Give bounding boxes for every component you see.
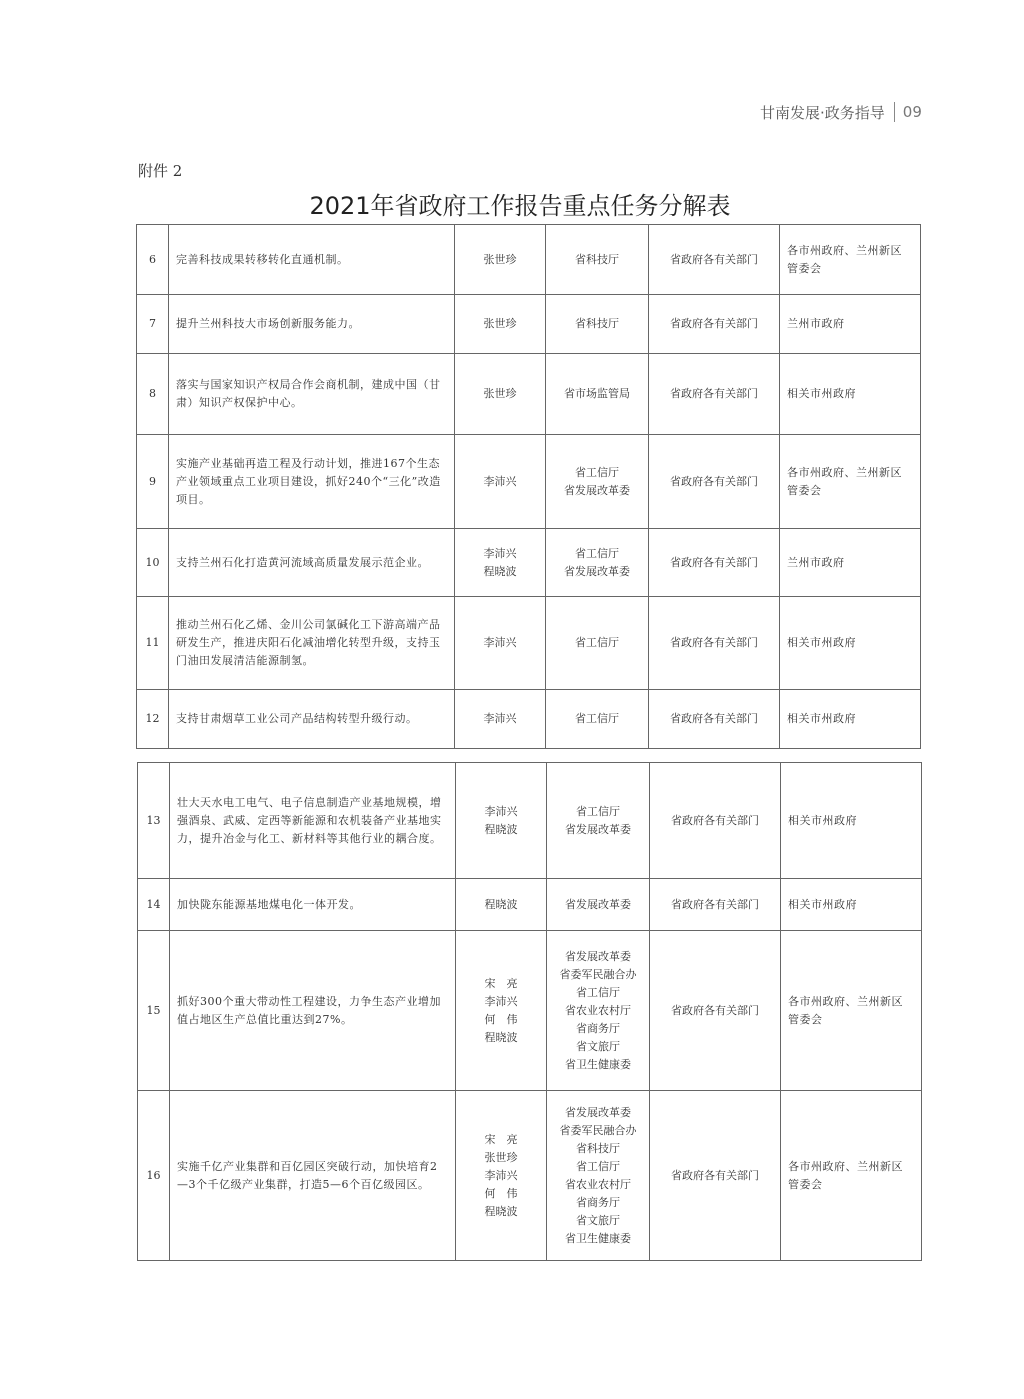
local-responsible-cell: 各市州政府、兰州新区管委会: [781, 931, 922, 1091]
responsible-leader-cell: 张世珍: [455, 354, 546, 435]
task-description-cell: 实施千亿产业集群和百亿园区突破行动，加快培育2—3个千亿级产业集群，打造5—6个百亿级园区。: [170, 1091, 456, 1261]
row-number-cell: 16: [138, 1091, 170, 1261]
lead-unit-cell: 省科技厅: [546, 295, 649, 354]
responsible-leader-cell: 李沛兴: [455, 435, 546, 529]
responsible-leader-cell: 李沛兴: [455, 597, 546, 690]
task-description-cell: 支持甘肃烟草工业公司产品结构转型升级行动。: [169, 690, 455, 749]
task-description-cell: 实施产业基础再造工程及行动计划，推进167个生态产业领域重点工业项目建设，抓好240个“三化”改造项目。: [169, 435, 455, 529]
participating-units-cell: 省政府各有关部门: [649, 354, 780, 435]
row-number-cell: 9: [137, 435, 169, 529]
table-row: [138, 931, 922, 1091]
row-number-cell: 12: [137, 690, 169, 749]
lead-unit-cell: 省科技厅: [546, 225, 649, 295]
table-row: [137, 690, 921, 749]
table-row: [137, 295, 921, 354]
lead-unit-cell: 省工信厅: [546, 690, 649, 749]
running-header: [760, 100, 960, 124]
row-number-cell: 8: [137, 354, 169, 435]
participating-units-cell: 省政府各有关部门: [649, 435, 780, 529]
table-row: [137, 529, 921, 597]
table-row: [138, 1091, 922, 1261]
responsible-leader-cell: 宋 亮 李沛兴 何 伟 程晓波: [456, 931, 547, 1091]
lead-unit-cell: 省发展改革委: [547, 879, 650, 931]
document-title: 2021年省政府工作报告重点任务分解表: [309, 192, 731, 220]
local-responsible-cell: 相关市州政府: [780, 597, 921, 690]
row-number-cell: 10: [137, 529, 169, 597]
row-number-cell: 11: [137, 597, 169, 690]
lead-unit-cell: 省发展改革委 省委军民融合办 省工信厅 省农业农村厅 省商务厅 省文旅厅 省卫生健康委: [547, 931, 650, 1091]
lead-unit-cell: 省工信厅: [546, 597, 649, 690]
responsible-leader-cell: 张世珍: [455, 225, 546, 295]
local-responsible-cell: 相关市州政府: [781, 763, 922, 879]
responsible-leader-cell: 程晓波: [456, 879, 547, 931]
lead-unit-cell: 省工信厅 省发展改革委: [547, 763, 650, 879]
page-number: 09: [902, 103, 922, 121]
table-row: [138, 763, 922, 879]
row-number-cell: 15: [138, 931, 170, 1091]
participating-units-cell: 省政府各有关部门: [649, 597, 780, 690]
responsible-leader-cell: 李沛兴 程晓波: [456, 763, 547, 879]
participating-units-cell: 省政府各有关部门: [650, 1091, 781, 1261]
participating-units-cell: 省政府各有关部门: [650, 763, 781, 879]
lead-unit-cell: 省工信厅 省发展改革委: [546, 435, 649, 529]
local-responsible-cell: 相关市州政府: [781, 879, 922, 931]
task-table-part-1: [136, 224, 921, 749]
table-row: [137, 354, 921, 435]
task-description-cell: 完善科技成果转移转化直通机制。: [169, 225, 455, 295]
task-description-cell: 提升兰州科技大市场创新服务能力。: [169, 295, 455, 354]
attachment-label: 附件 2: [138, 162, 183, 180]
lead-unit-cell: 省发展改革委 省委军民融合办 省科技厅 省工信厅 省农业农村厅 省商务厅 省文旅厅 省卫生健康委: [547, 1091, 650, 1261]
task-description-cell: 抓好300个重大带动性工程建设，力争生态产业增加值占地区生产总值比重达到27%。: [170, 931, 456, 1091]
table-row: [138, 879, 922, 931]
task-description-cell: 加快陇东能源基地煤电化一体开发。: [170, 879, 456, 931]
lead-unit-cell: 省市场监管局: [546, 354, 649, 435]
local-responsible-cell: 各市州政府、兰州新区管委会: [780, 225, 921, 295]
local-responsible-cell: 相关市州政府: [780, 690, 921, 749]
participating-units-cell: 省政府各有关部门: [649, 529, 780, 597]
participating-units-cell: 省政府各有关部门: [649, 690, 780, 749]
participating-units-cell: 省政府各有关部门: [649, 225, 780, 295]
responsible-leader-cell: 李沛兴 程晓波: [455, 529, 546, 597]
participating-units-cell: 省政府各有关部门: [650, 879, 781, 931]
row-number-cell: 6: [137, 225, 169, 295]
responsible-leader-cell: 李沛兴: [455, 690, 546, 749]
table-row: [137, 597, 921, 690]
row-number-cell: 13: [138, 763, 170, 879]
participating-units-cell: 省政府各有关部门: [650, 931, 781, 1091]
lead-unit-cell: 省工信厅 省发展改革委: [546, 529, 649, 597]
task-description-cell: 推动兰州石化乙烯、金川公司氯碱化工下游高端产品研发生产，推进庆阳石化减油增化转型升级，支持玉门油田发展清洁能源制氢。: [169, 597, 455, 690]
local-responsible-cell: 兰州市政府: [780, 295, 921, 354]
task-description-cell: 壮大天水电工电气、电子信息制造产业基地规模，增强酒泉、武威、定西等新能源和农机装备产业基地实力，提升冶金与化工、新材料等其他行业的耦合度。: [170, 763, 456, 879]
row-number-cell: 14: [138, 879, 170, 931]
responsible-leader-cell: 宋 亮 张世珍 李沛兴 何 伟 程晓波: [456, 1091, 547, 1261]
local-responsible-cell: 相关市州政府: [780, 354, 921, 435]
table-row: [137, 225, 921, 295]
table-row: [137, 435, 921, 529]
task-description-cell: 支持兰州石化打造黄河流域高质量发展示范企业。: [169, 529, 455, 597]
local-responsible-cell: 各市州政府、兰州新区管委会: [781, 1091, 922, 1261]
responsible-leader-cell: 张世珍: [455, 295, 546, 354]
header-divider: [894, 102, 895, 122]
task-table-part-2: [137, 762, 922, 1261]
task-description-cell: 落实与国家知识产权局合作会商机制，建成中国（甘肃）知识产权保护中心。: [169, 354, 455, 435]
publication-name: 甘南发展·政务指导: [760, 103, 885, 122]
row-number-cell: 7: [137, 295, 169, 354]
local-responsible-cell: 兰州市政府: [780, 529, 921, 597]
participating-units-cell: 省政府各有关部门: [649, 295, 780, 354]
local-responsible-cell: 各市州政府、兰州新区管委会: [780, 435, 921, 529]
